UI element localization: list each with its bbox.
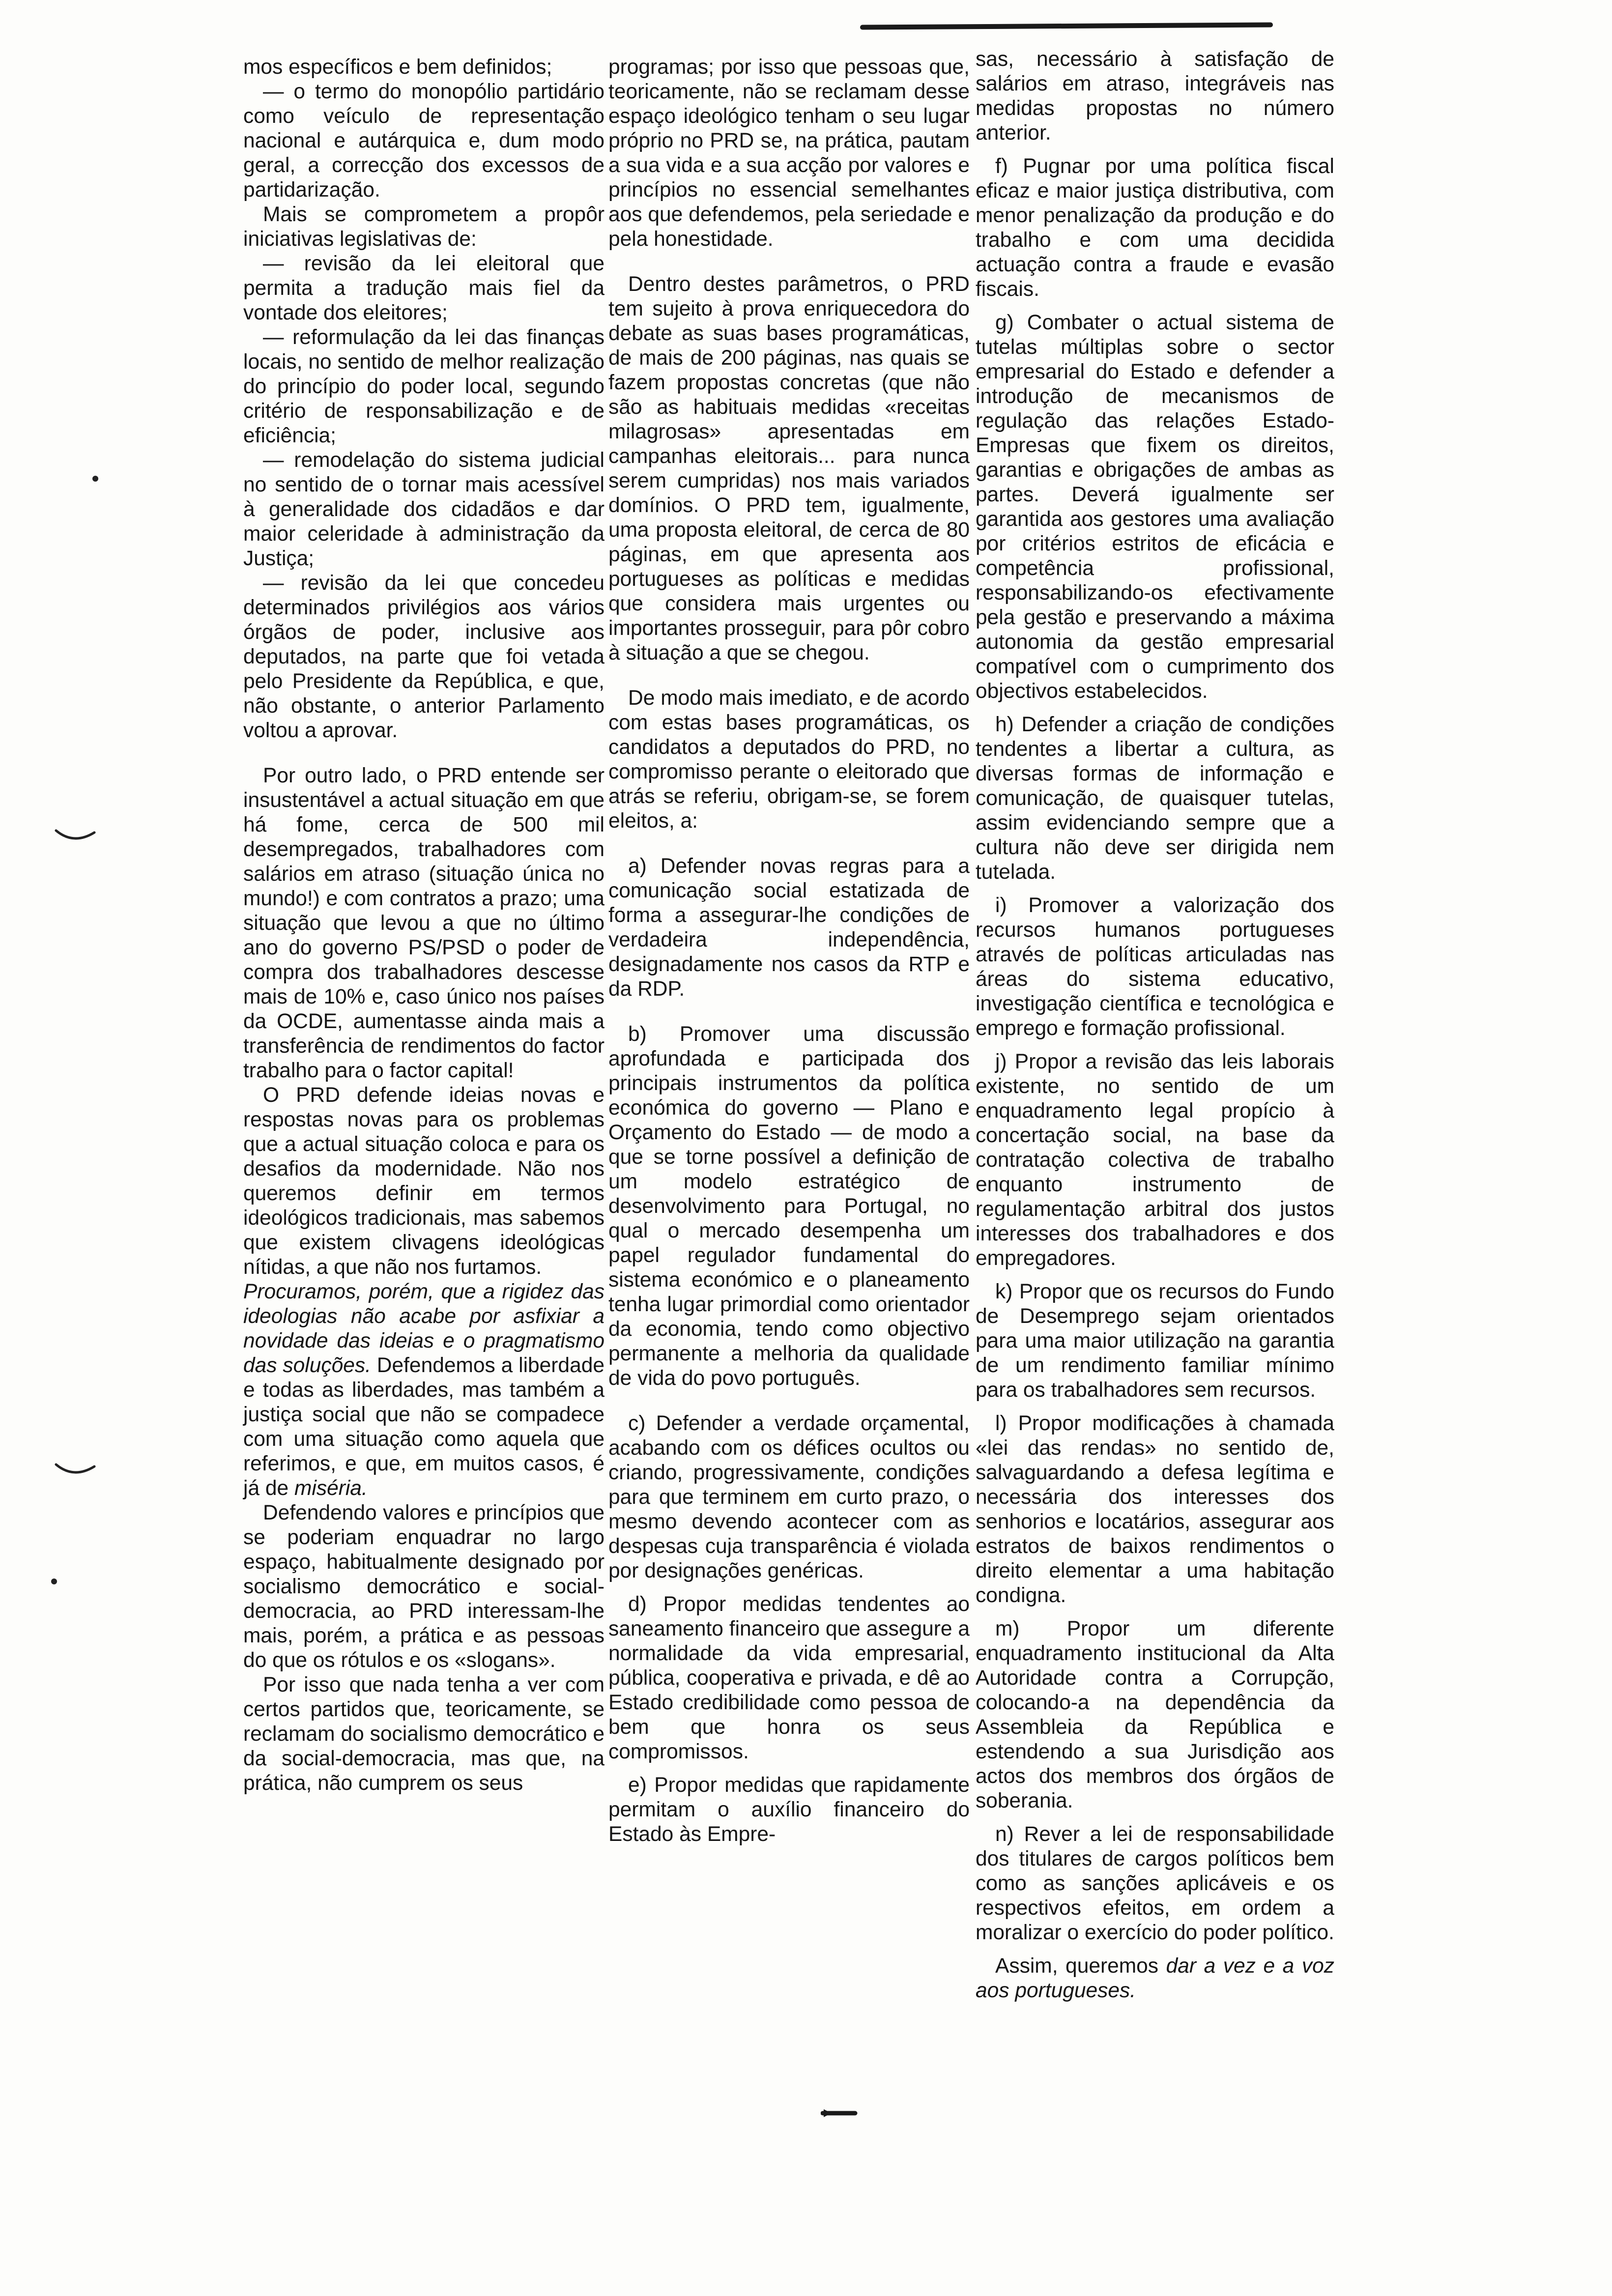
list-item: a) Defender novas regras para a comunicação social estatizada de forma a assegurar-lhe condições de verdadeira independência, designadamente nos casos da RTP e da RDP. xyxy=(608,855,970,1001)
list-item: l) Propor modificações à chamada «lei das rendas» no sentido de, salvaguardando a defesa legítima e necessária dos interesses dos senhorios e locatários, assegurar aos estratos de baixos rendimentos o direito elementar a uma habitação condigna. xyxy=(976,1412,1334,1607)
article-column-3 xyxy=(976,47,1334,2003)
list-item: b) Promover uma discussão aprofundada e participada dos principais instrumentos da política económica do governo — Plano e Orçamento do Estado — de modo a que se torne possível a definição de um modelo estratégico de desenvolvimento para Portugal, no qual o mercado desempenha um papel regulador fundamental do sistema económico e o planeamento tenha lugar primordial como orientador da economia, tendo como objectivo permanente a melhoria da qualidade de vida do povo português. xyxy=(608,1023,970,1390)
paragraph-italic xyxy=(243,1280,604,1501)
article-column-1 xyxy=(243,55,604,1796)
paragraph: — o termo do monopólio partidário como veículo de representação nacional e autárquica e, dum modo geral, a correcção dos excessos de partidarização. xyxy=(243,80,604,201)
paragraph: — revisão da lei eleitoral que permita a tradução mais fiel da vontade dos eleitores; xyxy=(243,252,604,324)
paragraph: programas; por isso que pessoas que, teoricamente, não se reclamam desse espaço ideológico tenham o seu lugar próprio no PRD se, na prática, pautam a sua vida e a sua acção por valores e princípios no essencial semelhantes aos que defendemos, pela seriedade e pela honestidade. xyxy=(608,56,970,251)
closing-text: Assim, queremos xyxy=(995,1954,1159,1978)
list-item: k) Propor que os recursos do Fundo de Desemprego sejam orientados para uma maior utilização na garantia de um rendimento familiar mínimo para os trabalhadores sem recursos. xyxy=(976,1280,1334,1402)
list-item: m) Propor um diferente enquadramento institucional da Alta Autoridade contra a Corrupção, colocando-a na dependência da Assembleia da República e estendendo a sua Jurisdição aos actos dos membros dos órgãos de soberania. xyxy=(976,1617,1334,1812)
list-item: e) Propor medidas que rapidamente permitam o auxílio financeiro do Estado às Empre- xyxy=(608,1774,970,1846)
list-item: f) Pugnar por uma política fiscal eficaz e maior justiça distributiva, com menor penalização da produção e do trabalho e com uma decidida actuação contra a fraude e evasão fiscais. xyxy=(976,155,1334,301)
closing-paragraph xyxy=(976,1954,1334,2003)
list-item: d) Propor medidas tendentes ao saneamento financeiro que assegure a normalidade da vida empresarial, pública, cooperativa e privada, e dê ao Estado credibilidade como pessoa de bem que honra os seus compromissos. xyxy=(608,1593,970,1763)
scan-speck xyxy=(51,1578,57,1584)
list-item: sas, necessário à satisfação de salários em atraso, integráveis nas medidas propostas no número anterior. xyxy=(976,48,1334,144)
paragraph: — reformulação da lei das finanças locais, no sentido de melhor realização do princípio do poder local, segundo critério de responsabilização e de eficiência; xyxy=(243,326,604,447)
paragraph: Defendendo valores e princípios que se poderiam enquadrar no largo espaço, habitualmente designado por socialismo democrático e social-democracia, ao PRD interessam-lhe mais, porém, a prática e as pessoas do que os rótulos e os «slogans». xyxy=(243,1501,604,1672)
italic-text: miséria. xyxy=(294,1477,368,1500)
top-rule xyxy=(860,22,1273,29)
list-item: i) Promover a valorização dos recursos humanos portugueses através de políticas articuladas nas áreas do sistema educativo, investigação científica e tecnológica e emprego e formação profissional. xyxy=(976,894,1334,1040)
list-item: g) Combater o actual sistema de tutelas múltiplas sobre o sector empresarial do Estado e defender a introdução de mecanismos de regulação das relações Estado-Empresas que fixem os direitos, garantias e obrigações de ambas as partes. Deverá igualmente ser garantida aos gestores uma avaliação por critérios estritos de eficácia e competência profissional, responsabilizando-os efectivamente pela gestão e preservando a máxima autonomia da gestão empresarial compatível com o cumprimento dos objectivos estabelecidos. xyxy=(976,311,1334,703)
article-column-2 xyxy=(608,55,970,1847)
paragraph-text: Defendemos a liberdade e todas as liberdades, mas também a justiça social que não se compadece com uma situação como aquela que referimos, e que, em muitos casos, é já de xyxy=(243,1354,604,1500)
margin-mark xyxy=(54,826,96,845)
paragraph: Por outro lado, o PRD entende ser insustentável a actual situação em que há fome, cerca de 500 mil desempregados, trabalhadores com salários em atraso (situação única no mundo!) e com contratos a prazo; uma situação que levou a que no último ano do governo PS/PSD o poder de compra dos trabalhadores descesse mais de 10% e, caso único nos países da OCDE, aumentasse ainda mais a transferência de rendimentos do factor trabalho para o factor capital! xyxy=(243,764,604,1082)
paragraph: Mais se comprometem a propôr iniciativas legislativas de: xyxy=(243,203,604,251)
italic-text: Procuramos, porém, que a rigidez das ideologias não acabe por asfixiar a novidade das ideias e o pragmatismo das soluções. xyxy=(243,1280,604,1377)
list-item: n) Rever a lei de responsabilidade dos titulares de cargos políticos bem como as sanções aplicáveis e os respectivos efeitos, em ordem a moralizar o exercício do poder político. xyxy=(976,1823,1334,1944)
continuation-arrow-icon xyxy=(821,2105,860,2120)
paragraph: Por isso que nada tenha a ver com certos partidos que, teoricamente, se reclamam do socialismo democrático e da social-democracia, mas que, na prática, não cumprem os seus xyxy=(243,1673,604,1795)
closing-italic: dar a vez e a voz aos portugueses. xyxy=(976,1954,1334,2002)
list-item: c) Defender a verdade orçamental, acabando com os défices ocultos ou criando, progressivamente, condições para que terminem em curto prazo, o mesmo devendo acontecer com as despesas cuja transparência é violada por designações genéricas. xyxy=(608,1412,970,1582)
paragraph: mos específicos e bem definidos; xyxy=(243,56,552,79)
paragraph: Dentro destes parâmetros, o PRD tem sujeito à prova enriquecedora do debate as suas bases programáticas, de mais de 200 páginas, nas quais se fazem propostas concretas (que não são as habituais medidas «receitas milagrosas» apresentadas em campanhas eleitorais... para nunca serem cumpridas) nos mais variados domínios. O PRD tem, igualmente, uma proposta eleitoral, de cerca de 80 páginas, em que apresenta aos portugueses as políticas e medidas que considera mais urgentes ou importantes prosseguir, para pôr cobro à situação a que se chegou. xyxy=(608,273,970,664)
paragraph: O PRD defende ideias novas e respostas novas para os problemas que a actual situação coloca e para os desafios da modernidade. Não nos queremos definir em termos ideológicos tradicionais, mas sabemos que existem clivagens ideológicas nítidas, a que não nos furtamos. xyxy=(243,1084,604,1279)
paragraph: — revisão da lei que concedeu determinados privilégios aos vários órgãos de poder, inclusive aos deputados, na parte que foi vetada pelo Presidente da República, e que, não obstante, o anterior Parlamento voltou a aprovar. xyxy=(243,572,604,742)
list-item: h) Defender a criação de condições tendentes a libertar a cultura, as diversas formas de informação e comunicação, de quaisquer tutelas, assim evidenciando sempre que a cultura não deve ser dirigida nem tutelada. xyxy=(976,713,1334,884)
paragraph: De modo mais imediato, e de acordo com estas bases programáticas, os candidatos a deputados do PRD, no compromisso perante o eleitorado que atrás se referiu, obrigam-se, se forem eleitos, a: xyxy=(608,687,970,832)
paragraph: — remodelação do sistema judicial no sentido de o tornar mais acessível à generalidade dos cidadãos e dar maior celeridade à administração da Justiça; xyxy=(243,449,604,570)
margin-mark xyxy=(54,1460,96,1479)
scan-speck xyxy=(92,476,98,482)
list-item: j) Propor a revisão das leis laborais existente, no sentido de um enquadramento legal propício à concertação social, na base da contratação colectiva de trabalho enquanto instrumento de regulamentação arbitral dos justos interesses dos trabalhadores e dos empregadores. xyxy=(976,1050,1334,1270)
